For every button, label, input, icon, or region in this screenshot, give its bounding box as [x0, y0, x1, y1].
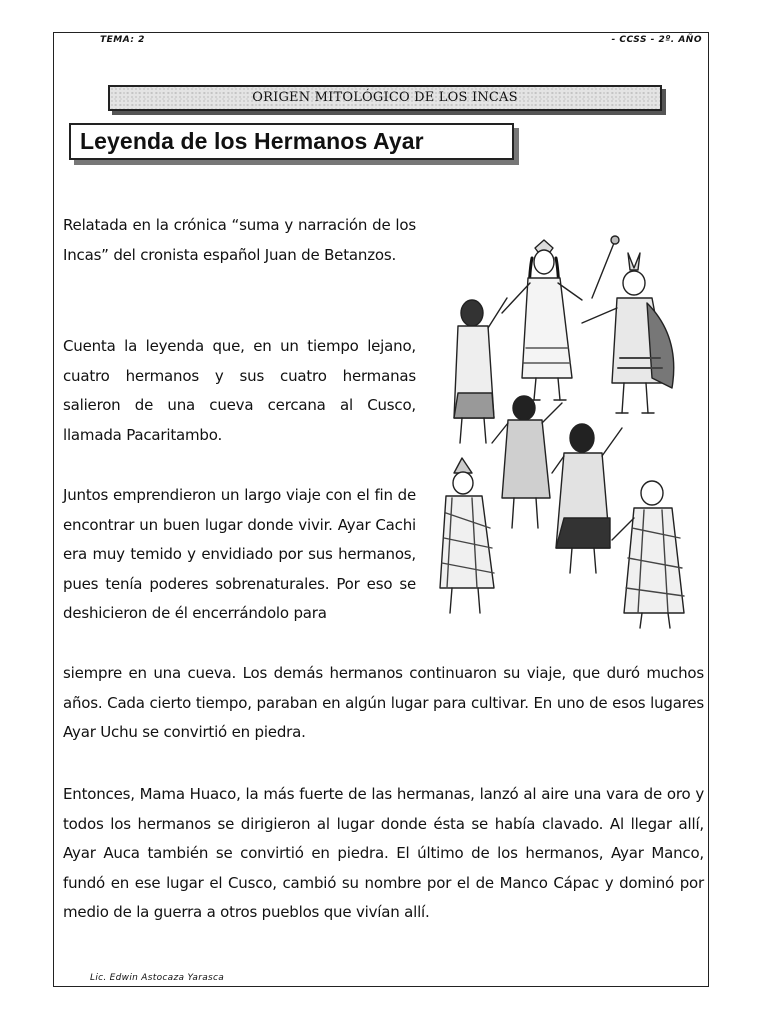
topic-banner: ORIGEN MITOLÓGICO DE LOS INCAS [108, 85, 662, 111]
golden-staff [592, 236, 619, 298]
figure-left-back [454, 298, 507, 443]
paragraph-source: Relatada en la crónica “suma y narración de los Incas” del cronista español Juan de Betanzos. [63, 216, 416, 264]
figure-bottom-left [440, 458, 494, 613]
figure-center-dark-hair [492, 396, 562, 528]
figure-right-man [582, 253, 674, 413]
page-title: Leyenda de los Hermanos Ayar [69, 123, 514, 160]
paragraph-journey-continued: siempre en una cueva. Los demás hermanos continuaron su viaje, que duró muchos años. Cada cierto tiempo, paraban en algún lugar para cultivar. En uno de esos lugares Ayar Uchu se convirtió en piedra. [63, 664, 704, 742]
figure-mama-huaco [502, 240, 582, 400]
topic-label: TEMA: 2 [100, 35, 145, 45]
ayar-siblings-illustration [432, 228, 702, 638]
figure-bottom-right [612, 481, 684, 628]
paragraph-founding: Entonces, Mama Huaco, la más fuerte de las hermanas, lanzó al aire una vara de oro y todos los hermanos se dirigieron al lugar donde ésta se había clavado. Al llegar allí, Ayar Auca también se convirtió en piedra. El último de los hermanos, Ayar Manco, fundó en ese lugar el Cusco, cambió su nombre por el de Manco Cápac y dominó por medio de la guerra a otros pueblos que vivían allí. [63, 785, 704, 922]
course-label: - CCSS - 2º. AÑO [611, 35, 702, 45]
paragraph-origin: Cuenta la leyenda que, en un tiempo lejano, cuatro hermanos y sus cuatro hermanas salieron de una cueva cercana al Cusco, llamada Pacaritambo. [63, 337, 416, 444]
author-footer: Lic. Edwin Astocaza Yarasca [90, 973, 225, 983]
figure-center-right [552, 424, 622, 573]
paragraph-journey: Juntos emprendieron un largo viaje con el fin de encontrar un buen lugar donde vivir. Ayar Cachi era muy temido y envidiado por sus hermanos, pues tenía poderes sobrenaturales. Por eso se deshicieron de él encerrándolo para [63, 486, 416, 623]
